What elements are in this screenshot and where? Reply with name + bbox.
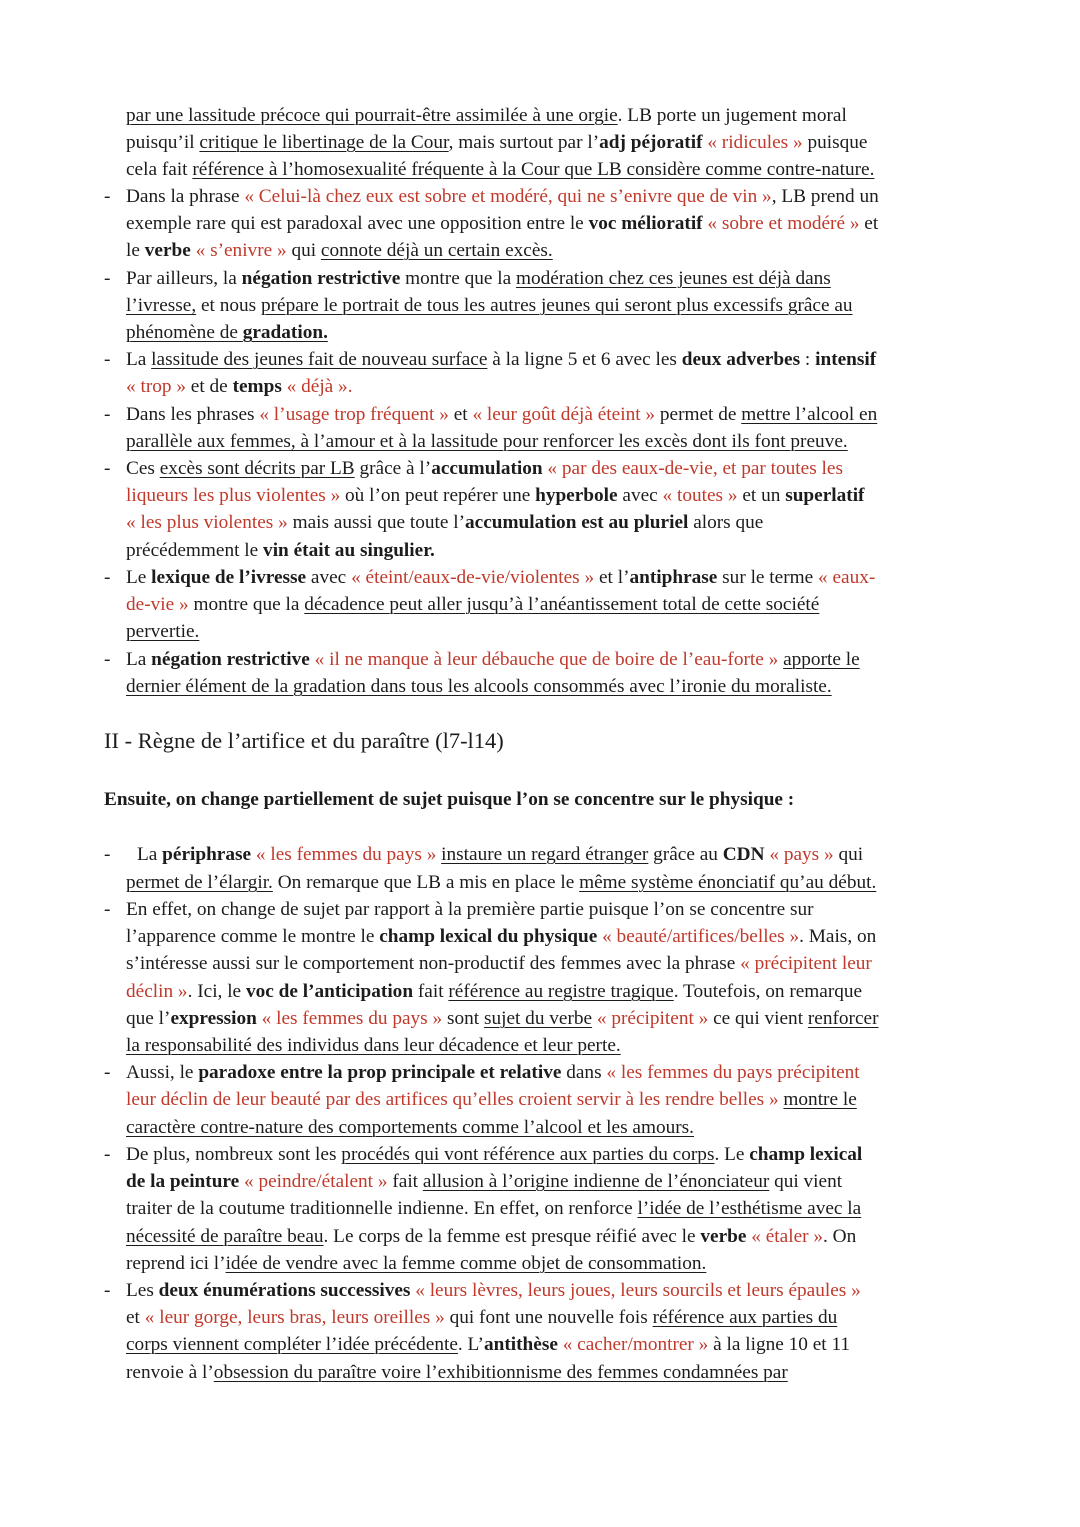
text-segment: grâce au [648,844,723,865]
text-segment: gradation. [242,322,328,343]
text-segment: même système énonciatif qu’au début. [579,872,877,893]
text-segment: l’apparence comme le montre le [126,926,380,947]
quotation: « leur goût déjà éteint » [472,404,656,425]
quotation: « pays » [764,844,834,865]
text-segment: obsession du paraître voire l’exhibitionnisme des femmes condamnées par [213,1362,788,1383]
text-segment: . Toutefois, on remarque [673,981,863,1002]
text-line [126,295,853,317]
text-segment: : [800,349,816,370]
quotation: de-vie » [126,594,189,615]
text-segment: instaure un regard étranger [441,844,649,865]
text-segment: montre que la [400,268,516,289]
text-segment: modération chez ces jeunes est déjà dans [515,268,831,289]
text-segment: apporte le [783,649,860,670]
text-segment: paradoxe entre la prop principale et relative [198,1062,562,1083]
text-segment: La [137,844,163,865]
text-segment: exemple rare qui est paradoxal avec une opposition entre le [126,213,589,234]
text-segment: permet de l’élargir. [126,872,273,893]
quotation: « eaux- [818,567,876,588]
text-segment: hyperbole [535,485,618,506]
text-line [126,186,879,208]
text-segment: fait [387,1171,423,1192]
text-segment: caractère contre-nature des comportements comme l’alcool et les amours. [126,1117,695,1138]
quotation: « éteint/eaux-de-vie/violentes » [351,567,595,588]
text-segment: La [126,649,152,670]
section-intro: Ensuite, on change partiellement de sujet puisque l’on se concentre sur le physique : [104,789,795,810]
text-segment: qui [286,240,321,261]
bullet-marker: - [104,458,111,479]
quotation: leur déclin de leur beauté par des artifices qu’elles croient servir à les rendre belles » [126,1089,779,1110]
text-line [126,899,814,921]
quotation: « leurs lèvres, leurs joues, leurs sourcils et leurs épaules » [410,1280,861,1301]
text-segment: verbe [144,240,191,261]
text-segment: voc mélioratif [588,213,703,234]
text-segment: nécessité de paraître beau [126,1226,324,1247]
text-segment: avec [617,485,663,506]
text-segment: verbe [700,1226,747,1247]
text-segment: l’ivresse, [126,295,197,316]
text-segment: que l’ [126,1008,171,1029]
quotation: « déjà ». [281,376,353,397]
quotation: « trop » [126,376,186,397]
text-segment: mais aussi que toute l’ [287,512,466,533]
text-line [126,159,874,181]
text-segment: deux énumérations successives [158,1280,411,1301]
text-segment: , LB prend un [771,186,879,207]
bullet-marker: - [104,1144,111,1165]
bullet-marker: - [104,1280,111,1301]
text-segment: accumulation [431,458,543,479]
text-segment: qui [833,844,864,865]
text-segment: De plus, nombreux sont les [126,1144,342,1165]
text-segment: . LB porte un jugement moral [617,105,847,126]
text-segment: dernier élément de la gradation dans tous les alcools consommés avec l’ironie du moraliste. [126,676,832,697]
text-segment: l’idée de l’esthétisme avec la [637,1198,862,1219]
text-segment: temps [232,376,282,397]
text-segment: accumulation est au pluriel [465,512,689,533]
text-segment: Ces [126,458,160,479]
text-segment: précédemment le [126,540,264,561]
quotation: « l’usage trop fréquent » [259,404,449,425]
text-segment: On remarque que LB a mis en place le [272,872,580,893]
text-segment: le [126,240,145,261]
text-segment: par une lassitude précoce qui pourrait-être assimilée à une orgie [126,105,618,126]
quotation: « il ne manque à leur débauche que de boire de l’eau-forte » [309,649,779,670]
text-segment: lassitude des jeunes fait de nouveau surface [151,349,488,370]
text-segment: En effet, on change de sujet par rapport à la première partie puisque l’on se concentre sur [126,899,814,920]
text-segment: montre le [783,1089,857,1110]
text-segment: sujet du verbe [483,1008,593,1029]
text-line [126,1334,850,1356]
text-line [126,1198,861,1220]
text-line [126,594,819,616]
text-segment: référence à l’homosexualité fréquente à la Cour que LB considère comme contre-nature. [192,159,875,180]
text-segment: voc de l’anticipation [245,981,414,1002]
text-segment: superlatif [785,485,865,506]
text-line [126,1171,842,1193]
quotation: « par des eaux-de-vie, et par toutes les [542,458,843,479]
text-line [126,567,875,589]
section-heading: II - Règne de l’artifice et du paraître (l7-l14) [104,728,504,753]
text-line [126,1362,788,1384]
text-line [126,105,847,127]
text-line [126,540,435,562]
quotation: « Celui-là chez eux est sobre et modéré, qui ne s’enivre que de vin » [244,186,772,207]
text-segment: s’intéresse aussi sur le comportement non-productif des femmes avec la phrase [126,953,741,974]
text-line [126,213,878,235]
text-segment: . Mais, on [799,926,877,947]
text-segment: à la ligne 10 et 11 [708,1334,851,1355]
text-segment: critique le libertinage de la Cour [199,132,449,153]
quotation: « étaler » [746,1226,824,1247]
text-line [126,1307,837,1329]
text-segment: expression [170,1008,257,1029]
text-segment: ce qui vient [708,1008,808,1029]
bullet-marker: - [104,567,111,588]
bullet-marker: - [104,268,111,289]
text-segment: permet de [655,404,742,425]
text-line [126,676,832,698]
text-segment: qui font une nouvelle fois [444,1307,653,1328]
text-segment: et [126,1307,145,1328]
text-segment: traiter de la coutume traditionnelle indienne. En effet, on renforce [126,1198,638,1219]
quotation: « les plus violentes » [126,512,288,533]
text-segment: Les [126,1280,159,1301]
text-line [126,1035,621,1057]
text-segment: phénomène de [126,322,243,343]
text-line [126,1253,706,1275]
quotation: « s’enivre » [190,240,287,261]
text-segment: périphrase [162,844,252,865]
text-line [126,1280,861,1302]
text-segment: référence aux parties du [652,1307,838,1328]
text-segment: Le [126,567,152,588]
text-segment: fait [413,981,449,1002]
text-segment: connote déjà un certain excès. [320,240,553,261]
text-segment: décadence peut aller jusqu’à l’anéantissement total de cette société [304,594,820,615]
text-segment: grâce à l’ [354,458,432,479]
text-segment: qui vient [769,1171,843,1192]
text-segment: CDN [722,844,765,865]
text-line [126,621,199,643]
text-line [126,1008,879,1030]
bullet-marker: - [104,649,111,670]
text-line [126,1089,857,1111]
quotation: « les femmes du pays » [251,844,437,865]
text-line [126,485,864,507]
text-line [126,512,763,534]
text-segment: prépare le portrait de tous les autres jeunes qui seront plus excessifs grâce au [260,295,853,316]
text-segment: champ lexical [749,1144,863,1165]
text-segment: renforcer [807,1008,879,1029]
text-segment: et de [185,376,233,397]
text-segment: avec [306,567,352,588]
text-segment: dans [561,1062,607,1083]
text-segment: intensif [815,349,877,370]
text-segment: excès sont décrits par LB [159,458,355,479]
text-segment: Aussi, le [126,1062,199,1083]
quotation: « ridicules » [702,132,803,153]
bullet-marker: - [104,349,111,370]
text-segment: adj péjoratif [599,132,703,153]
text-line [126,1226,856,1248]
text-segment: antiphrase [629,567,718,588]
bullet-marker: - [104,186,111,207]
text-line [126,349,876,371]
text-line [126,872,876,894]
text-segment: . Ici, le [187,981,246,1002]
text-line [126,376,353,398]
bullet-marker: - [104,899,111,920]
text-segment: . On [823,1226,857,1247]
text-line [126,404,877,426]
text-segment: et l’ [594,567,630,588]
text-line [126,649,860,671]
bullet-marker: - [104,844,111,865]
text-segment: montre que la [188,594,305,615]
text-segment: et [448,404,473,425]
text-segment: et un [737,485,786,506]
text-segment: La [126,349,152,370]
text-line [126,926,876,948]
text-line [126,268,831,290]
text-line [126,240,553,262]
text-segment: puisqu’il [126,132,200,153]
text-segment: cela fait [126,159,193,180]
text-segment: renvoie à l’ [126,1362,214,1383]
quotation: « précipitent leur [740,953,872,974]
text-segment: . Le corps de la femme est presque réifié avec le [323,1226,701,1247]
text-segment: négation restrictive [151,649,310,670]
bullet-marker: - [104,1062,111,1083]
text-segment: Par ailleurs, la [126,268,242,289]
text-line [126,458,843,480]
text-segment: corps viennent compléter l’idée précédente [126,1334,458,1355]
quotation: « les femmes du pays » [256,1008,443,1029]
text-segment: . Le [714,1144,750,1165]
quotation: « sobre et modéré » [702,213,860,234]
text-segment: , mais surtout par l’ [448,132,600,153]
text-segment: où l’on peut repérer une [340,485,536,506]
text-line [126,1117,694,1139]
text-segment: sont [442,1008,484,1029]
text-line [126,322,328,344]
quotation: liqueurs les plus violentes » [126,485,341,506]
text-segment: deux adverbes [681,349,801,370]
quotation: « leur gorge, leurs bras, leurs oreilles » [144,1307,445,1328]
quotation: « les femmes du pays précipitent [606,1062,860,1083]
text-segment: de la peinture [126,1171,240,1192]
text-segment: alors que [688,512,764,533]
text-segment: la responsabilité des individus dans leur décadence et leur perte. [126,1035,621,1056]
text-segment: puisque [802,132,868,153]
text-segment: référence au registre tragique [448,981,674,1002]
text-segment: . L’ [457,1334,484,1355]
text-line [126,431,848,453]
text-line [126,953,872,975]
text-line [137,844,863,866]
text-segment: pervertie. [126,621,200,642]
text-segment: sur le terme [717,567,819,588]
quotation: « cacher/montrer » [557,1334,709,1355]
text-line [126,1144,862,1166]
text-segment: allusion à l’origine indienne de l’énonciateur [422,1171,770,1192]
text-segment: Dans les phrases [126,404,260,425]
text-segment: Dans la phrase [126,186,245,207]
bullet-marker: - [104,404,111,425]
text-line [126,1062,860,1084]
text-segment: et [859,213,879,234]
text-segment: antithèse [483,1334,558,1355]
text-segment: idée de vendre avec la femme comme objet de consommation. [225,1253,707,1274]
text-segment: vin était au singulier. [263,540,435,561]
text-segment: et nous [196,295,261,316]
text-segment: champ lexical du physique [379,926,598,947]
text-line [126,132,867,154]
text-segment: parallèle aux femmes, à l’amour et à la lassitude pour renforcer les excès dont ils font preuve. [126,431,848,452]
text-line [126,981,862,1003]
text-segment: lexique de l’ivresse [151,567,307,588]
quotation: « beauté/artifices/belles » [597,926,800,947]
text-segment: à la ligne 5 et 6 avec les [487,349,682,370]
text-segment: négation restrictive [241,268,401,289]
quotation: « peindre/étalent » [239,1171,388,1192]
quotation: « précipitent » [592,1008,709,1029]
quotation: déclin » [126,981,188,1002]
quotation: « toutes » [662,485,738,506]
text-segment: reprend ici l’ [126,1253,226,1274]
text-segment: mettre l’alcool en [741,404,878,425]
text-segment: procédés qui vont référence aux parties du corps [341,1144,715,1165]
